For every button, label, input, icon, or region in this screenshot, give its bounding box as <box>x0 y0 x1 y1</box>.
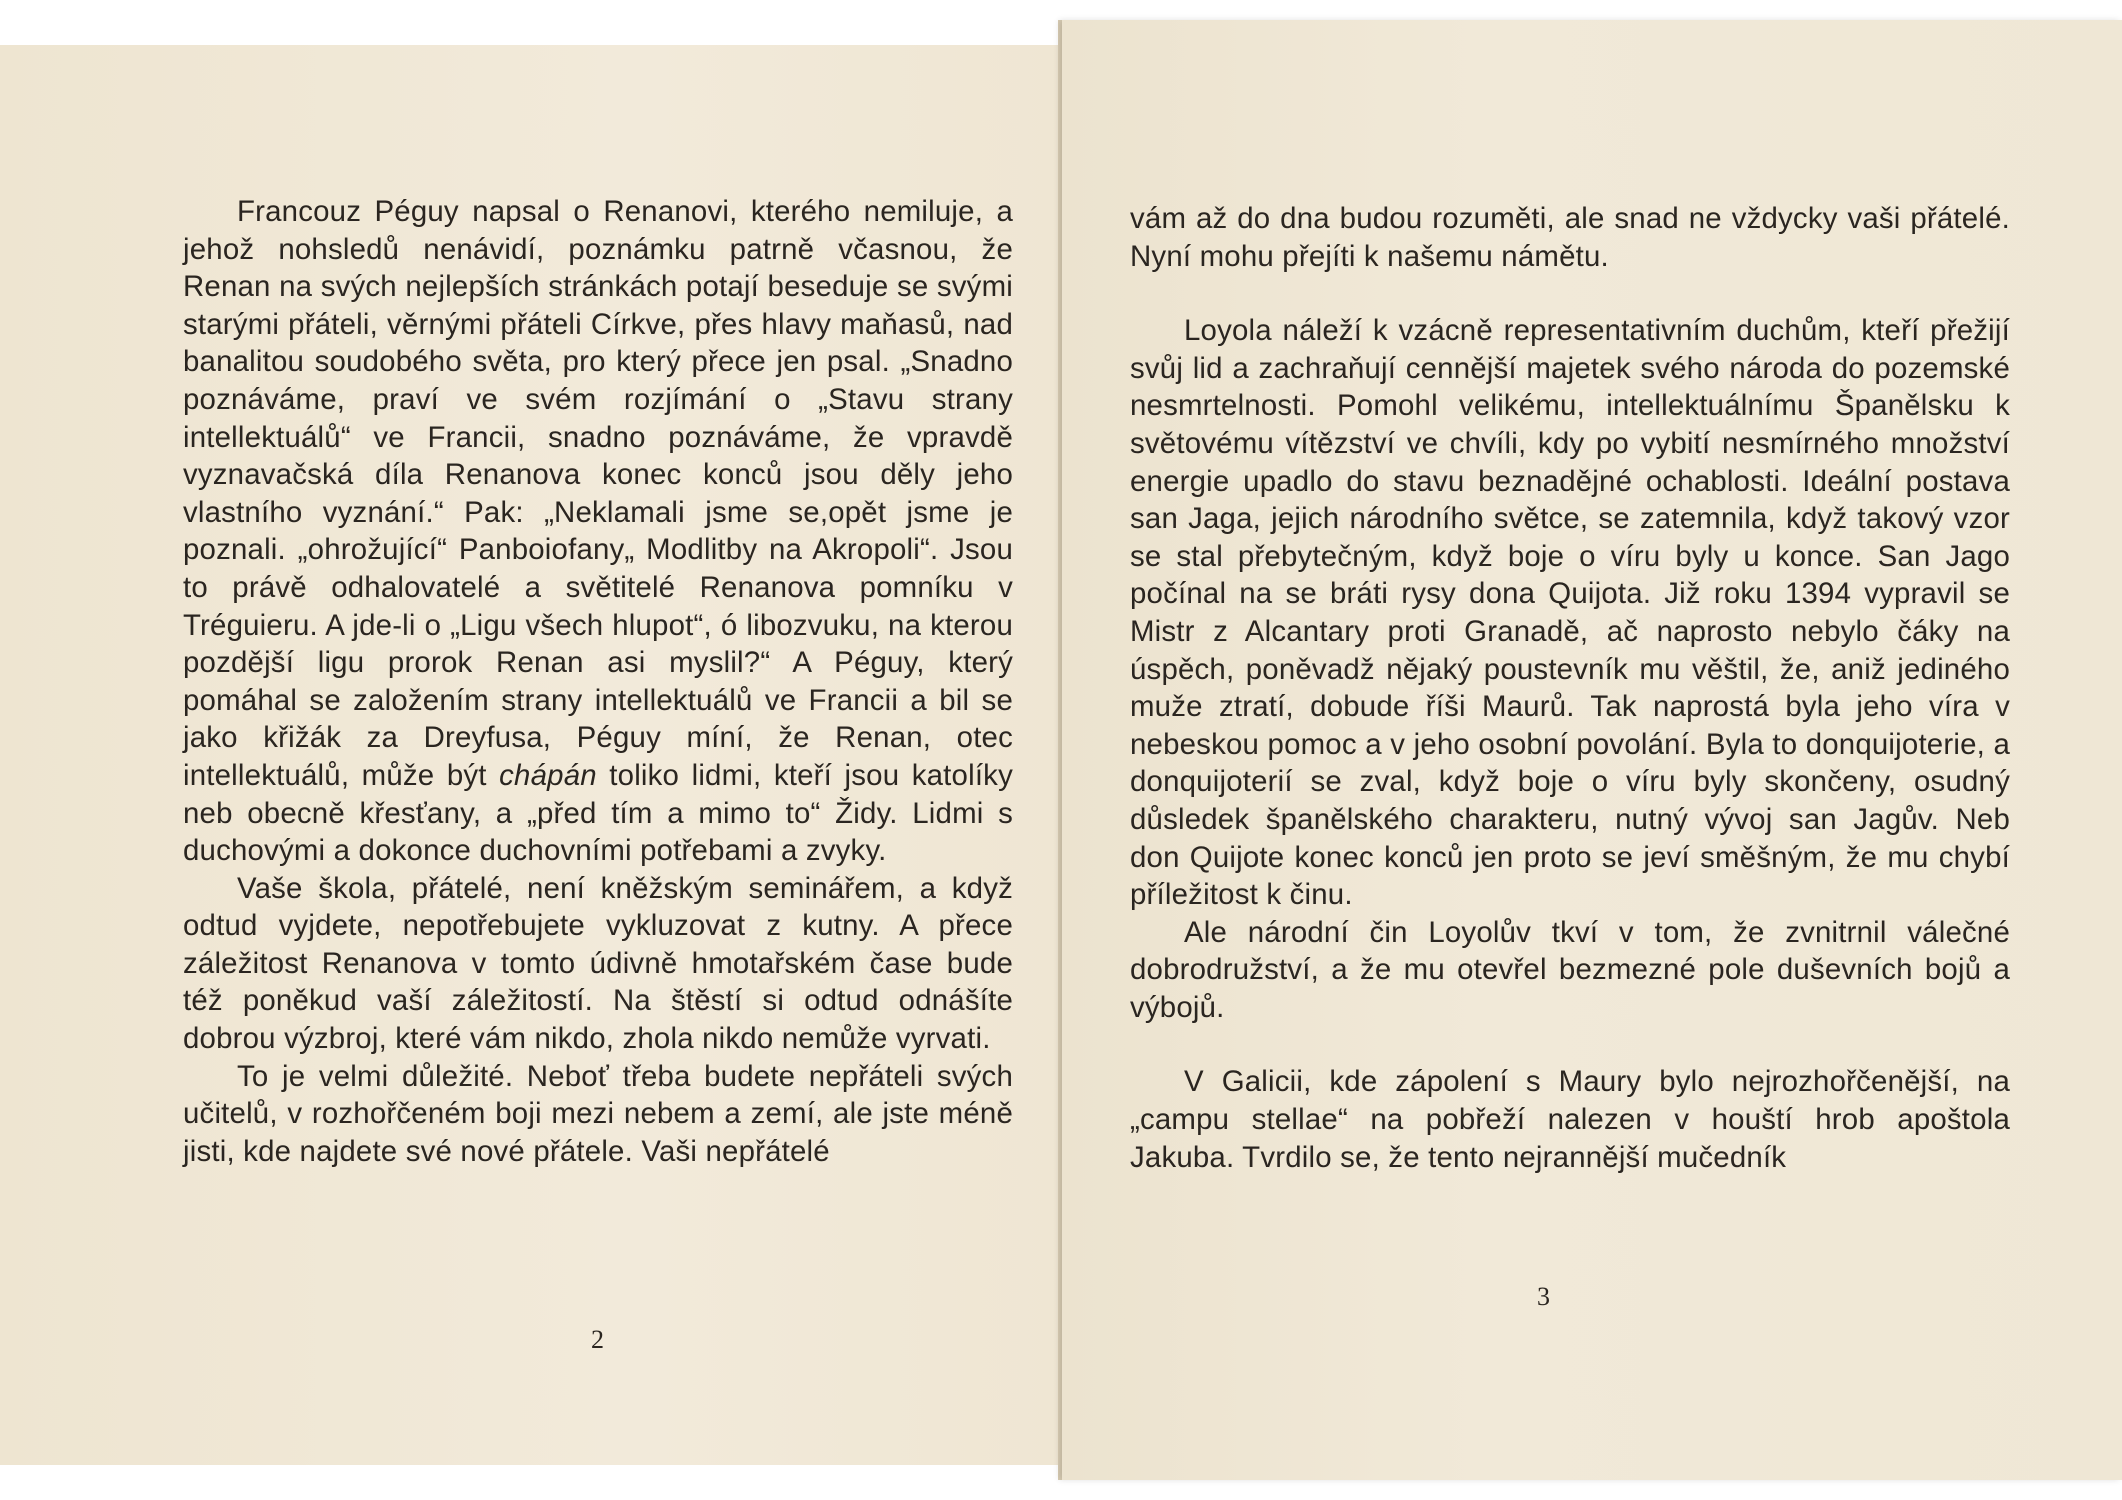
left-page <box>0 45 1058 1465</box>
left-paragraph-2: Vaše škola, přátelé, není kněžským seminářem, a když odtud vyjdete, nepotřebujete vykluzovat z kutny. A přece záležitost Renanova v tomto údivně hmotařském čase bude též poněkud vaší záležitostí. Na štěstí si odtud odnášíte dobrou výzbroj, které vám nikdo, zhola nikdo nemůže vyrvati. <box>183 871 1013 1056</box>
left-paragraph-1 <box>183 193 1013 870</box>
page-number-left: 2 <box>591 1325 604 1354</box>
right-page <box>1062 20 2122 1480</box>
right-page-text <box>1130 200 2010 1176</box>
italic-word: chápán <box>499 758 597 792</box>
left-paragraph-3: To je velmi důležité. Neboť třeba budete nepřáteli svých učitelů, v rozhořčeném boji mezi nebem a zemí, ale jste méně jisti, kde najdete své nové přátele. Vaši nepřátelé <box>183 1059 1013 1168</box>
right-paragraph-1: vám až do dna budou rozuměti, ale snad ne vždycky vaši přátelé. Nyní mohu přejíti k našemu námětu. <box>1130 202 2010 273</box>
right-paragraph-2: Loyola náleží k vzácně representativním duchům, kteří přežijí svůj lid a zachraňují cennější majetek svého národa do pozemské nesmrtelnosti. Pomohl velikému, intellektuálnímu Španělsku k světovému vítězství ve chvíli, kdy po vybití nesmírného množství energie upadlo do stavu beznadějné ochablosti. Ideální postava san Jaga, jejich národního světce, se zatemnila, když takový vzor se stal přebytečným, když boje o víru byly u konce. San Jago počínal na se bráti rysy dona Quijota. Již roku 1394 vypravil se Mistr z Alcantary proti Granadě, ač naprosto nebylo čáky na úspěch, poněvadž nějaký poustevník mu věštil, že, aniž jediného muže ztratí, dobude říši Maurů. Tak naprostá byla jeho víra v nebeskou pomoc a v jeho osobní povolání. Byla to donquijoterie, a donquijoterií se zval, když boje o víru byly skončeny, osudný důsledek španělského charakteru, nutný vývoj san Jagův. Neb don Quijote konec konců jen proto se jeví směšným, že mu chybí příležitost k činu. <box>1130 314 2010 912</box>
right-paragraph-3: Ale národní čin Loyolův tkví v tom, že zvnitrnil válečné dobrodružství, a že mu otevřel bezmezné pole duševních bojů a výbojů. <box>1130 915 2010 1024</box>
left-paragraph-1-tail: toliko lidmi, kteří jsou katolíky neb obecně křesťany, a „před tím a mimo to“ Židy. Lidmi s duchovými a dokonce duchovními potřebami a zvyky. <box>183 758 1013 868</box>
right-paragraph-4: V Galicii, kde zápolení s Maury bylo nejrozhořčenější, na „campu stellae“ na pobřeží nalezen v houští hrob apoštola Jakuba. Tvrdilo se, že tento nejrannější mučedník <box>1130 1065 2010 1174</box>
left-paragraph-1-text: Francouz Péguy napsal o Renanovi, kterého nemiluje, a jehož nohsledů nenávidí, poznámku patrně včasnou, že Renan na svých nejlepších stránkách potají beseduje se svými starými přáteli, věrnými přáteli Církve, přes hlavy maňasů, nad banalitou soudobého světa, pro který přece jen psal. „Snadno poznáváme, praví ve svém rozjímání o „Stavu strany intellektuálů“ ve Francii, snadno poznáváme, že vpravdě vyznavačská díla Renanova konec konců jsou děly jeho vlastního vyznání.“ Pak: „Neklamali jsme se,opět jsme je poznali. „ohrožující“ Panboiofany„ Modlitby na Akropoli“. Jsou to právě odhalovatelé a světitelé Renanova pomníku v Tréguieru. A jde-li o „Ligu všech hlupot“, ó libozvuku, na kterou pozdější ligu prorok Renan asi myslil?“ A Péguy, který pomáhal se založením strany intellektuálů ve Francii a bil se jako křižák za Dreyfusa, Péguy míní, že Renan, otec intellektuálů, může být <box>183 195 1013 792</box>
left-page-text <box>183 193 1013 1170</box>
page-number-right: 3 <box>1537 1282 1550 1311</box>
